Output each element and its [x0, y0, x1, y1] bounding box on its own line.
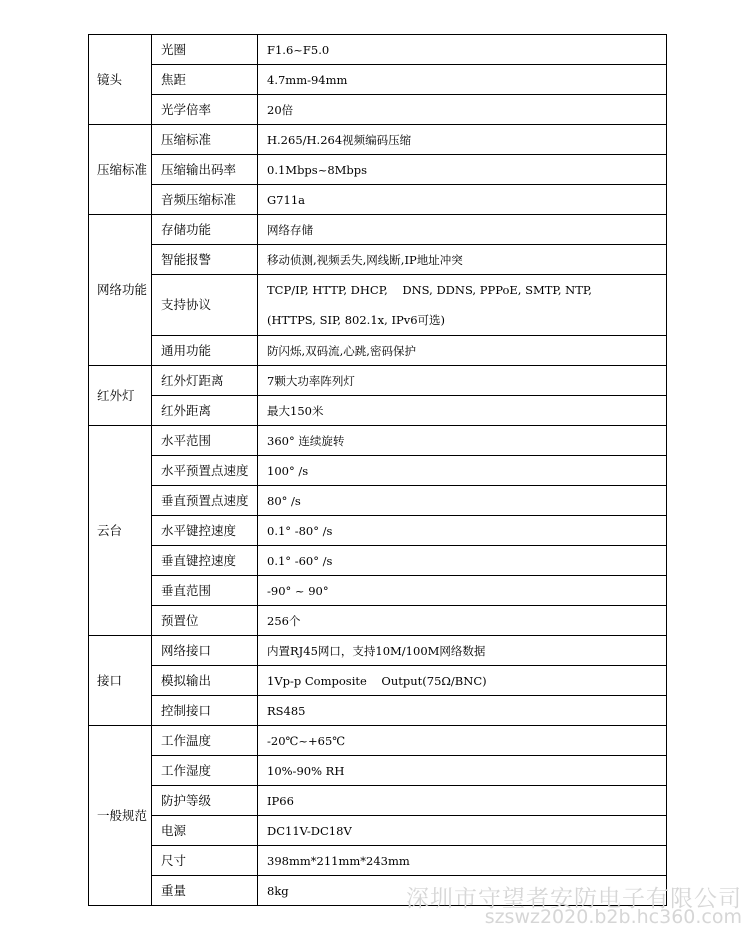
table-row: [89, 726, 667, 756]
field-label: 红外距离: [152, 396, 258, 426]
field-value: 0.1° -80° /s: [258, 516, 667, 546]
table-row: [89, 606, 667, 636]
field-label: 控制接口: [152, 696, 258, 726]
table-row: [89, 215, 667, 245]
table-row: [89, 366, 667, 396]
category-cell: 压缩标准: [89, 125, 152, 215]
field-label: 水平范围: [152, 426, 258, 456]
category-cell: 镜头: [89, 35, 152, 125]
table-row: [89, 456, 667, 486]
field-value: 100° /s: [258, 456, 667, 486]
field-label: 存储功能: [152, 215, 258, 245]
table-row: [89, 786, 667, 816]
table-row: [89, 95, 667, 125]
field-label: 水平预置点速度: [152, 456, 258, 486]
table-row: [89, 426, 667, 456]
watermark-company: 深圳市守望者安防电子有限公司: [406, 886, 742, 912]
protocol-line-2: (HTTPS, SIP, 802.1x, IPv6可选): [267, 313, 446, 327]
field-label: 预置位: [152, 606, 258, 636]
field-label: 压缩标准: [152, 125, 258, 155]
field-label: 尺寸: [152, 846, 258, 876]
watermark-url: szswz2020.b2b.hc360.com: [484, 906, 742, 928]
table-row: [89, 185, 667, 215]
field-label: 光学倍率: [152, 95, 258, 125]
field-value: [258, 275, 667, 336]
category-cell: 网络功能: [89, 215, 152, 366]
field-value: 1Vp-p Composite Output(75Ω/BNC): [258, 666, 667, 696]
table-row: [89, 65, 667, 95]
table-row: [89, 546, 667, 576]
table-row: [89, 576, 667, 606]
protocol-line-1: TCP/IP, HTTP, DHCP, DNS, DDNS, PPPoE, SMTP, NTP,: [267, 283, 592, 297]
table-row: [89, 486, 667, 516]
table-row: [89, 245, 667, 275]
field-label: 网络接口: [152, 636, 258, 666]
field-label: 压缩输出码率: [152, 155, 258, 185]
field-value: 网络存储: [258, 215, 667, 245]
field-label: 垂直范围: [152, 576, 258, 606]
field-label: 模拟输出: [152, 666, 258, 696]
field-value: H.265/H.264视频编码压缩: [258, 125, 667, 155]
table-row: [89, 846, 667, 876]
field-value: 80° /s: [258, 486, 667, 516]
table-row: [89, 816, 667, 846]
field-label: 音频压缩标准: [152, 185, 258, 215]
field-value: IP66: [258, 786, 667, 816]
table-row: [89, 155, 667, 185]
field-label: 智能报警: [152, 245, 258, 275]
field-value: G711a: [258, 185, 667, 215]
table-row: [89, 125, 667, 155]
category-cell: 一般规范: [89, 726, 152, 906]
table-row: [89, 336, 667, 366]
field-value: F1.6~F5.0: [258, 35, 667, 65]
field-value: -90° ~ 90°: [258, 576, 667, 606]
field-label: 光圈: [152, 35, 258, 65]
field-value: 最大150米: [258, 396, 667, 426]
field-value: 内置RJ45网口，支持10M/100M网络数据: [258, 636, 667, 666]
field-label: 工作温度: [152, 726, 258, 756]
field-value: 360° 连续旋转: [258, 426, 667, 456]
field-label: 防护等级: [152, 786, 258, 816]
field-value: -20℃~+65℃: [258, 726, 667, 756]
field-label: 焦距: [152, 65, 258, 95]
table-row: [89, 516, 667, 546]
field-label: 水平键控速度: [152, 516, 258, 546]
table-row: [89, 666, 667, 696]
field-value: 0.1Mbps~8Mbps: [258, 155, 667, 185]
field-label: 电源: [152, 816, 258, 846]
field-value: 398mm*211mm*243mm: [258, 846, 667, 876]
field-value: 20倍: [258, 95, 667, 125]
table-row: [89, 636, 667, 666]
category-cell: 红外灯: [89, 366, 152, 426]
category-cell: 云台: [89, 426, 152, 636]
field-label: 工作湿度: [152, 756, 258, 786]
field-value: 防闪烁,双码流,心跳,密码保护: [258, 336, 667, 366]
field-value: 7颗大功率阵列灯: [258, 366, 667, 396]
field-value: 8kg: [258, 876, 667, 906]
category-cell: 接口: [89, 636, 152, 726]
field-value: DC11V-DC18V: [258, 816, 667, 846]
field-label: 红外灯距离: [152, 366, 258, 396]
field-label: 通用功能: [152, 336, 258, 366]
field-value: 0.1° -60° /s: [258, 546, 667, 576]
field-label: 垂直键控速度: [152, 546, 258, 576]
field-value: 256个: [258, 606, 667, 636]
field-value: 移动侦测,视频丢失,网线断,IP地址冲突: [258, 245, 667, 275]
field-value: RS485: [258, 696, 667, 726]
field-label: 支持协议: [152, 275, 258, 336]
field-value: 4.7mm-94mm: [258, 65, 667, 95]
table-row: [89, 396, 667, 426]
field-label: 垂直预置点速度: [152, 486, 258, 516]
table-row: [89, 275, 667, 336]
field-label: 重量: [152, 876, 258, 906]
table-row: [89, 756, 667, 786]
table-row: [89, 35, 667, 65]
table-row: [89, 696, 667, 726]
spec-table: [88, 34, 667, 906]
field-value: 10%-90% RH: [258, 756, 667, 786]
